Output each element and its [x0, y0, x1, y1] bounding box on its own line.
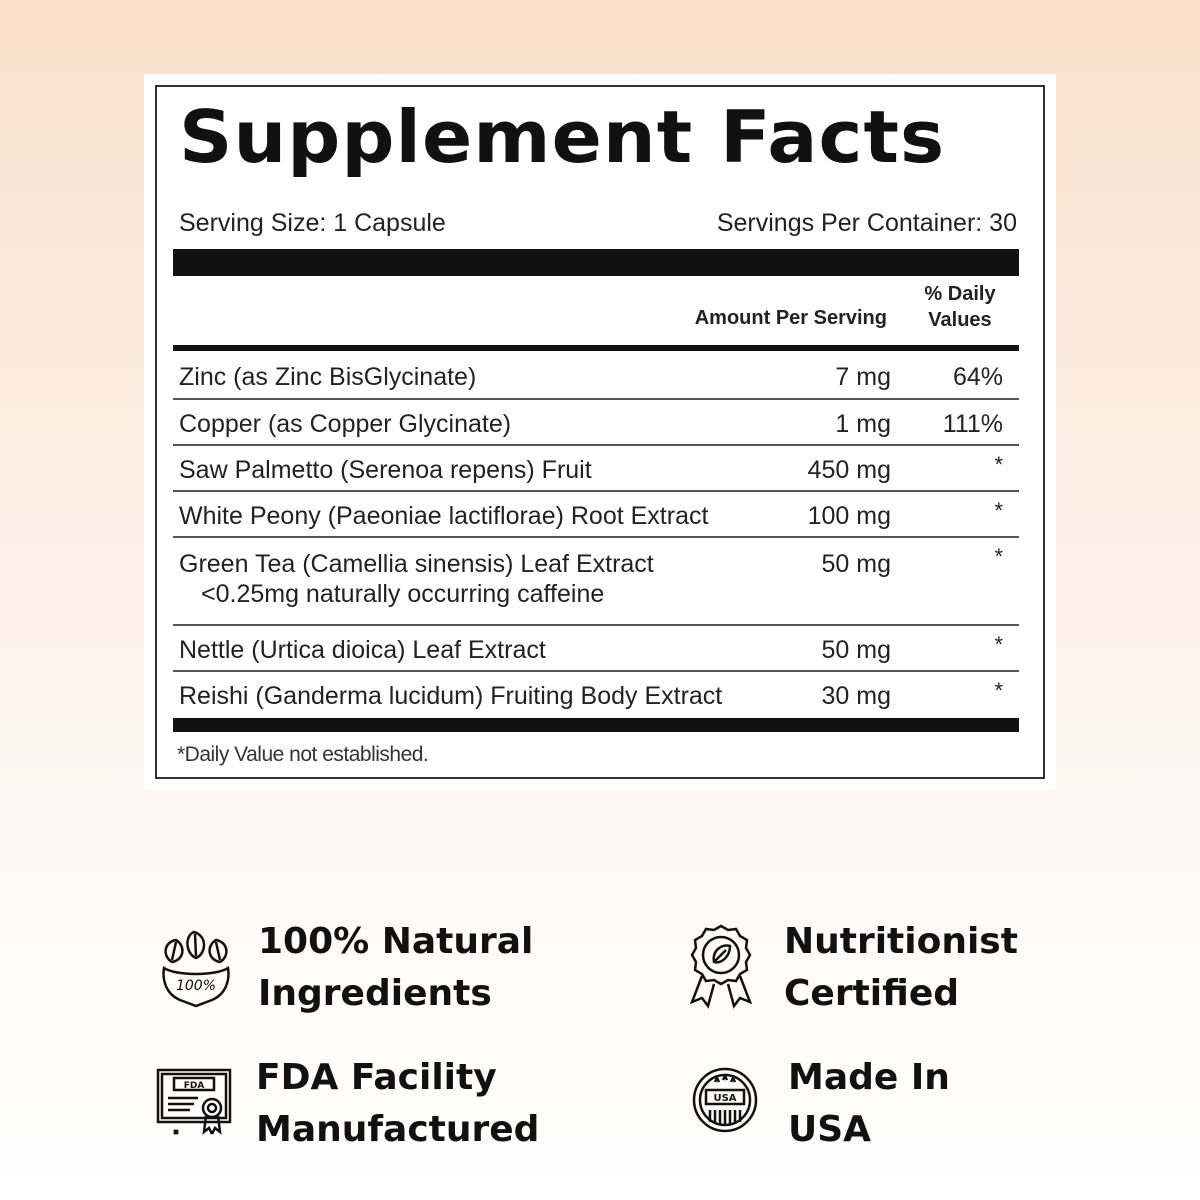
badge-text [258, 916, 533, 1020]
ingredient-name: Zinc (as Zinc BisGlycinate) [179, 363, 477, 391]
badge-text [788, 1052, 950, 1156]
divider-bar [173, 249, 1019, 276]
ingredient-daily-value: * [994, 632, 1003, 657]
ingredient-row [173, 672, 1019, 718]
badge-line2: USA [788, 1109, 872, 1150]
usa-seal-icon [690, 1056, 760, 1146]
badge-natural [156, 920, 576, 1030]
ingredient-amount: 1 mg [835, 410, 891, 438]
badge-text [784, 916, 1018, 1020]
badge-line1: Made In [788, 1057, 950, 1098]
ingredient-amount: 30 mg [821, 682, 891, 710]
column-header-amount: Amount Per Serving [694, 307, 887, 329]
badge-line1: FDA Facility [256, 1057, 497, 1098]
badge-line2: Manufactured [256, 1109, 540, 1150]
ingredient-daily-value: 64% [952, 363, 1003, 391]
badge-nutritionist [686, 920, 1046, 1030]
fda-certificate-icon [156, 1056, 236, 1146]
servings-per-container: Servings Per Container: 30 [716, 209, 1017, 237]
ingredient-amount: 450 mg [807, 456, 891, 484]
ingredient-row [173, 400, 1019, 446]
ingredient-daily-value: * [994, 452, 1003, 477]
award-ribbon-icon [686, 920, 756, 1010]
badge-line2: Certified [784, 973, 960, 1014]
ingredient-row [173, 353, 1019, 400]
ingredient-row [173, 492, 1019, 538]
column-header-dv-line2: Values [928, 309, 992, 331]
ingredient-row [173, 538, 1019, 626]
supplement-facts-label [155, 85, 1045, 779]
ingredient-row [173, 446, 1019, 492]
serving-size: Serving Size: 1 Capsule [179, 209, 446, 237]
divider-bar [173, 345, 1019, 351]
column-header-daily-values [915, 281, 1005, 333]
ingredient-daily-value: 111% [942, 410, 1003, 438]
badge-line1: Nutritionist [784, 921, 1018, 962]
ingredient-name: Reishi (Ganderma lucidum) Fruiting Body Extract [179, 682, 723, 710]
column-header-dv-line1: % Daily [924, 283, 996, 305]
icon-label: 100% [175, 978, 217, 994]
ingredient-name: Nettle (Urtica dioica) Leaf Extract [179, 636, 546, 664]
ingredient-daily-value: * [994, 678, 1003, 703]
ingredient-amount: 50 mg [821, 550, 891, 578]
ingredient-row [173, 626, 1019, 672]
badge-fda [156, 1056, 576, 1166]
ingredient-amount: 7 mg [835, 363, 891, 391]
ingredient-amount: 100 mg [807, 502, 891, 530]
icon-label: FDA [183, 1081, 205, 1091]
label-title: Supplement Facts [179, 95, 946, 179]
ingredient-daily-value: * [994, 544, 1003, 569]
badge-line1: 100% Natural [258, 921, 534, 962]
ingredient-name: Copper (as Copper Glycinate) [179, 410, 512, 438]
footnote: *Daily Value not established. [177, 743, 429, 766]
ingredient-name: White Peony (Paeoniae lactiflorae) Root Extract [179, 502, 709, 530]
ingredient-amount: 50 mg [821, 636, 891, 664]
badge-text [256, 1052, 539, 1156]
ingredient-name: Saw Palmetto (Serenoa repens) Fruit [179, 456, 592, 484]
icon-label: USA [713, 1093, 737, 1104]
badge-line2: Ingredients [258, 973, 492, 1014]
divider-bar [173, 718, 1019, 732]
ingredient-subnote: <0.25mg naturally occurring caffeine [201, 580, 605, 608]
badge-usa [690, 1056, 1050, 1166]
leaves-100-icon [156, 920, 236, 1010]
ingredient-daily-value: * [994, 498, 1003, 523]
ingredient-name: Green Tea (Camellia sinensis) Leaf Extract [179, 550, 654, 578]
